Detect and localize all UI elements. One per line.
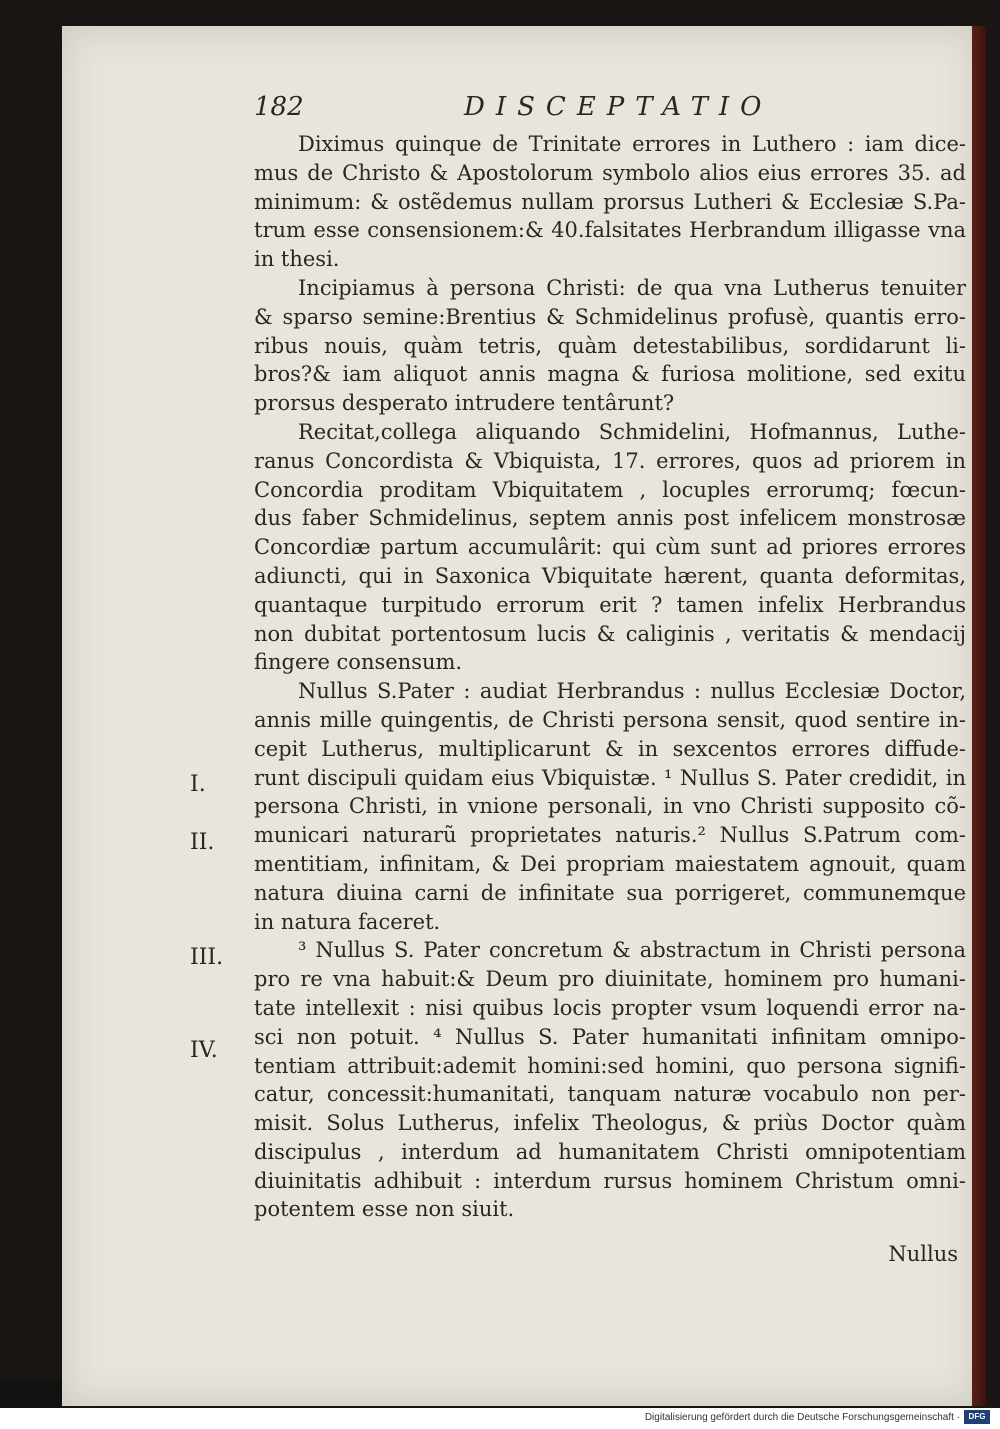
margin-numeral-3: III. bbox=[190, 945, 224, 970]
text-line: misit. Solus Lutherus, infelix Theologus, & priùs Doctor quàm bbox=[254, 1111, 966, 1136]
text-line: annis mille quingentis, de Christi persona sensit, quod sentire in- bbox=[254, 707, 966, 732]
page-number: 182 bbox=[254, 92, 304, 122]
text-line: fingere consensum. bbox=[254, 650, 463, 675]
margin-numeral-2: II. bbox=[190, 830, 215, 855]
text-line: discipulus , interdum ad humanitatem Christi omnipotentiam bbox=[254, 1139, 966, 1164]
text-line: mentitiam, infinitam, & Dei propriam maiestatem agnouit, quam bbox=[254, 851, 966, 876]
text-line: sci non potuit. ⁴ Nullus S. Pater humanitati infinitam omnipo- bbox=[254, 1024, 966, 1049]
page-edge bbox=[972, 26, 986, 1406]
catchword: Nullus bbox=[888, 1242, 958, 1266]
text-line: Nullus S.Pater : audiat Herbrandus : nullus Ecclesiæ Doctor, bbox=[298, 679, 966, 704]
text-line: trum esse consensionem:& 40.falsitates Herbrandum illigasse vna bbox=[254, 218, 966, 243]
text-line: natura diuina carni de infinitate sua porrigeret, communemque bbox=[254, 880, 966, 905]
text-line: non dubitat portentosum lucis & caliginis , veritatis & mendacij bbox=[254, 621, 966, 646]
running-head bbox=[254, 92, 954, 132]
text-line: minimum: & ostẽdemus nullam prorsus Lutheri & Ecclesiæ S.Pa- bbox=[254, 189, 966, 214]
text-line: bros?& iam aliquot annis magna & furiosa molitione, sed exitu bbox=[254, 362, 966, 387]
text-line: quantaque turpitudo errorum erit ? tamen infelix Herbrandus bbox=[254, 592, 966, 617]
text-line: adiuncti, qui in Saxonica Vbiquitate hærent, quanta deformitas, bbox=[254, 563, 966, 588]
body-text bbox=[254, 130, 966, 1224]
text-line: Incipiamus à persona Christi: de qua vna Lutherus tenuiter bbox=[298, 275, 966, 300]
text-line: cepit Lutherus, multiplicarunt & in sexcentos errores diffude- bbox=[254, 736, 966, 761]
text-line: catur, concessit:humanitati, tanquam naturæ vocabulo non per- bbox=[254, 1082, 966, 1107]
text-line: Diximus quinque de Trinitate errores in Luthero : iam dice- bbox=[298, 132, 966, 156]
text-line: runt discipuli quidam eius Vbiquistæ. ¹ Nullus S. Pater credidit, in bbox=[254, 765, 966, 790]
text-line: pro re vna habuit:& Deum pro diuinitate, hominem pro humani- bbox=[254, 967, 966, 992]
text-line: potentem esse non siuit. bbox=[254, 1197, 515, 1222]
text-line: ³ Nullus S. Pater concretum & abstractum in Christi persona bbox=[298, 938, 966, 963]
text-line: mus de Christo & Apostolorum symbolo alios eius errores 35. ad bbox=[254, 160, 966, 185]
dfg-logo-icon: DFG bbox=[964, 1410, 990, 1424]
running-title: DISCEPTATIO bbox=[464, 92, 773, 122]
text-line: tate intellexit : nisi quibus locis propter vsum loquendi error na- bbox=[254, 995, 966, 1020]
text-line: Concordiæ partum accumulârit: qui cùm sunt ad priores errores bbox=[254, 535, 966, 560]
text-line: in natura faceret. bbox=[254, 909, 441, 934]
text-line: persona Christi, in vnione personali, in vno Christi supposito cõ- bbox=[254, 794, 966, 819]
text-line: Recitat,collega aliquando Schmidelini, Hofmannus, Luthe- bbox=[298, 419, 966, 444]
text-line: in thesi. bbox=[254, 247, 340, 272]
footer bbox=[0, 1408, 1000, 1429]
text-line: ranus Concordista & Vbiquista, 17. errores, quos ad priorem in bbox=[254, 448, 966, 473]
text-line: tentiam attribuit:ademit homini:sed homini, quo persona signifi- bbox=[254, 1053, 966, 1078]
text-line: prorsus desperato intrudere tentârunt? bbox=[254, 391, 675, 416]
text-line: municari naturarũ proprietates naturis.² Nullus S.Patrum com- bbox=[254, 823, 966, 848]
text-line: dus faber Schmidelinus, septem annis post infelicem monstrosæ bbox=[254, 506, 966, 531]
text-line: diuinitatis adhibuit : interdum rursus hominem Christum omni- bbox=[254, 1168, 966, 1193]
margin-numeral-4: IV. bbox=[190, 1038, 218, 1063]
scan-corner bbox=[0, 1380, 62, 1408]
margin-numeral-1: I. bbox=[190, 772, 206, 797]
footer-credit: Digitalisierung gefördert durch die Deutsche Forschungsgemeinschaft · bbox=[644, 1412, 960, 1423]
text-line: & sparso semine:Brentius & Schmidelinus profusè, quantis erro- bbox=[254, 304, 966, 329]
text-line: Concordia proditam Vbiquitatem , locuples errorumq; fœcun- bbox=[254, 477, 966, 502]
text-line: ribus nouis, quàm tetris, quàm detestabilibus, sordidarunt li- bbox=[254, 333, 966, 358]
